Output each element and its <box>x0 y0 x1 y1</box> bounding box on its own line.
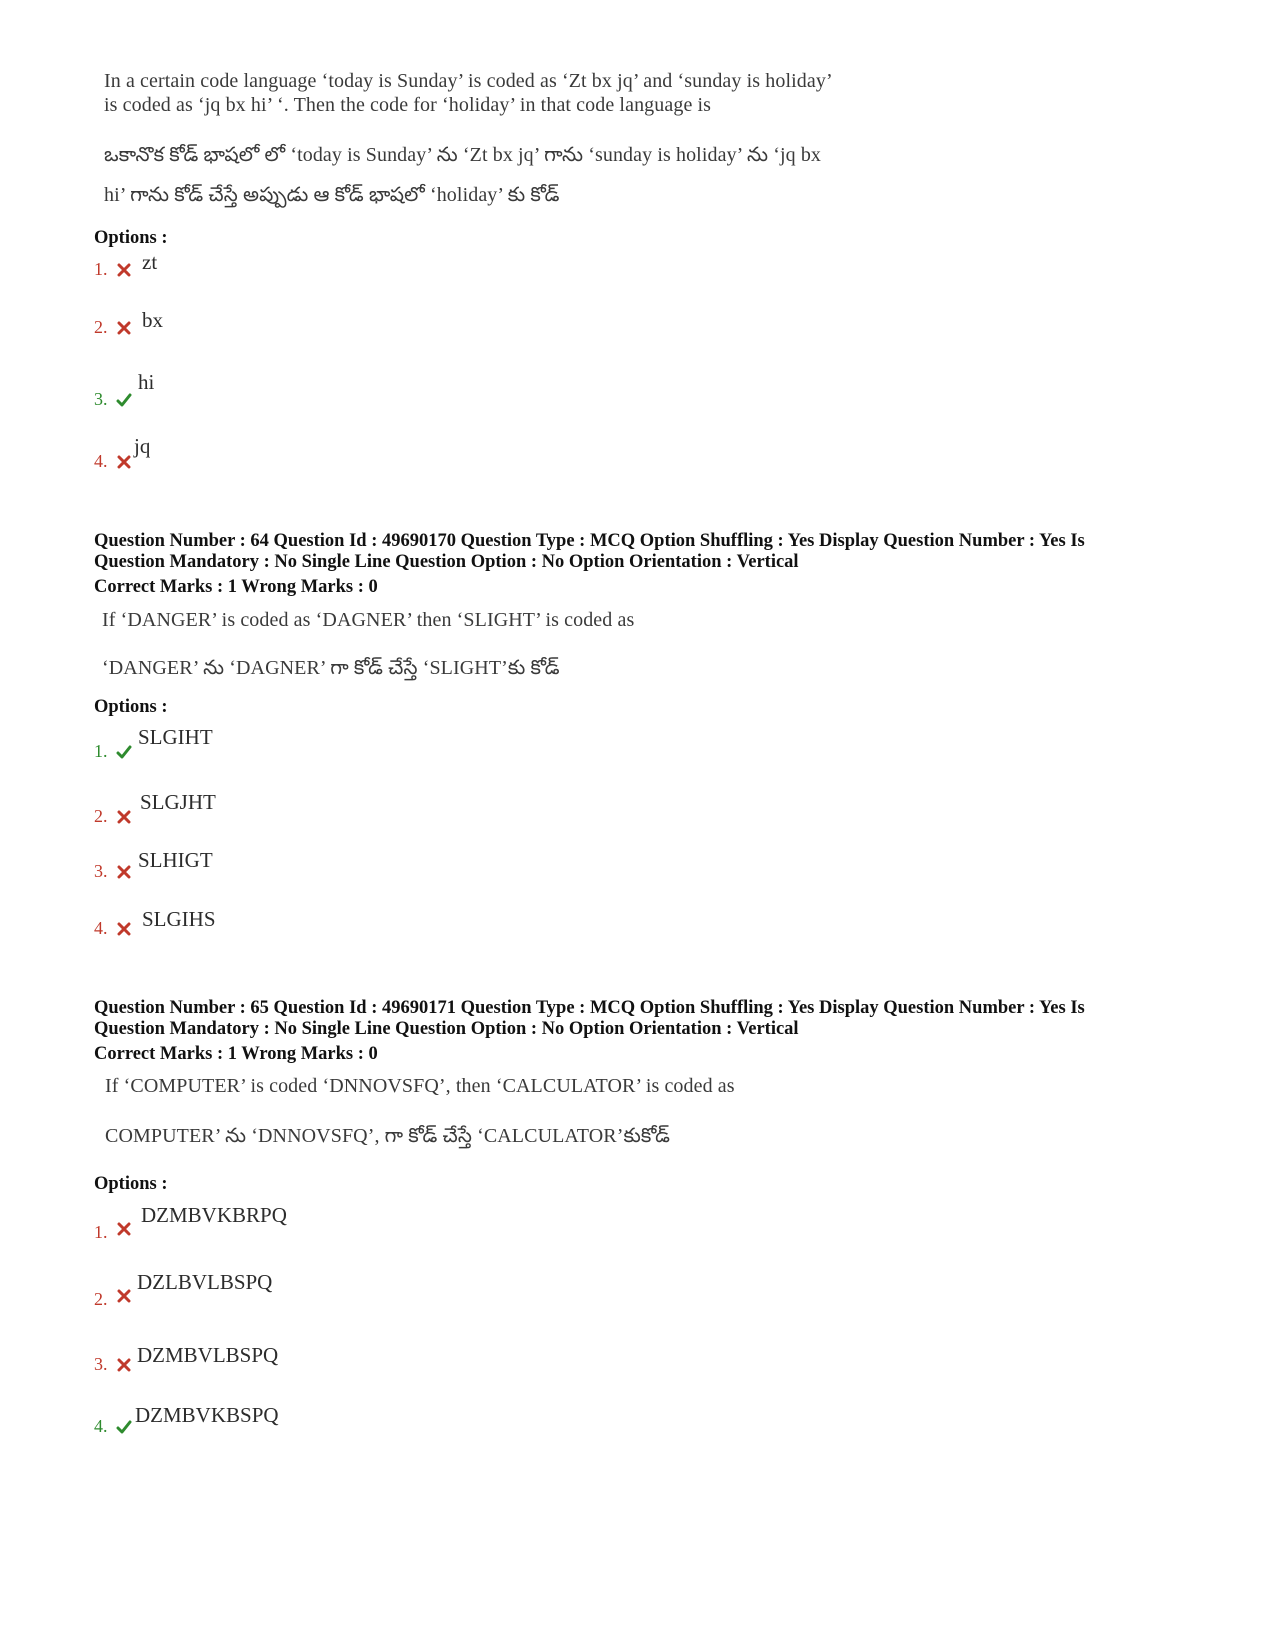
cross-icon <box>116 1221 132 1237</box>
q63-option-2 <box>94 298 494 338</box>
q64-meta-line2: Question Mandatory : No Single Line Question Option : No Option Orientation : Vertical <box>94 552 799 572</box>
cross-icon <box>116 262 132 278</box>
q65-options-label: Options : <box>94 1174 168 1194</box>
check-icon <box>116 1419 132 1435</box>
q64-text-te: ‘DANGER’ ను ‘DAGNER’ గా కోడ్ చేస్తే ‘SLIGHT’కు కోడ్ <box>102 657 560 679</box>
q65-option-2 <box>94 1270 494 1310</box>
option-number: 3. <box>94 1354 108 1374</box>
option-value: DZLBVLBSPQ <box>137 1270 273 1294</box>
option-value: SLGJHT <box>140 790 216 814</box>
q65-meta-line2: Question Mandatory : No Single Line Question Option : No Option Orientation : Vertical <box>94 1019 799 1039</box>
q65-marks: Correct Marks : 1 Wrong Marks : 0 <box>94 1044 378 1064</box>
cross-icon <box>116 454 132 470</box>
option-value: hi <box>138 370 155 394</box>
q65-meta-line1: Question Number : 65 Question Id : 49690171 Question Type : MCQ Option Shuffling : Yes Display Question Number : Yes Is <box>94 998 1085 1018</box>
check-icon <box>116 392 132 408</box>
q64-option-1 <box>94 722 494 762</box>
cross-icon <box>116 921 132 937</box>
q63-option-4 <box>94 432 494 472</box>
q65-text-en: If ‘COMPUTER’ is coded ‘DNNOVSFQ’, then ‘CALCULATOR’ is coded as <box>105 1075 735 1097</box>
q63-text-te-line2: hi’ గాను కోడ్ చేస్తే అప్పుడు ఆ కోడ్ భాషలో ‘holiday’ కు కోడ్ <box>104 184 560 206</box>
option-number: 2. <box>94 317 108 337</box>
q65-text-te: COMPUTER’ ను ‘DNNOVSFQ’, గా కోడ్ చేస్తే ‘CALCULATOR’కుకోడ్ <box>105 1125 671 1147</box>
q64-option-3 <box>94 842 494 882</box>
q63-text-en-line2: is coded as ‘jq bx hi’ ‘. Then the code for ‘holiday’ in that code language is <box>104 94 712 116</box>
cross-icon <box>116 864 132 880</box>
cross-icon <box>116 1288 132 1304</box>
q64-marks: Correct Marks : 1 Wrong Marks : 0 <box>94 577 378 597</box>
option-value: SLGIHT <box>138 725 213 749</box>
q63-text-en-line1: In a certain code language ‘today is Sunday’ is coded as ‘Zt bx jq’ and ‘sunday is holiday’ <box>104 70 833 92</box>
option-number: 3. <box>94 389 108 409</box>
option-number: 4. <box>94 1416 108 1436</box>
q65-option-3 <box>94 1335 494 1375</box>
option-number: 3. <box>94 861 108 881</box>
option-value: SLHIGT <box>138 848 213 872</box>
q63-option-1 <box>94 240 494 280</box>
option-number: 1. <box>94 1222 108 1242</box>
q63-option-3 <box>94 370 494 410</box>
option-number: 2. <box>94 806 108 826</box>
option-value: SLGIHS <box>142 907 216 931</box>
option-value: jq <box>134 434 151 458</box>
q64-option-4 <box>94 899 494 939</box>
option-number: 1. <box>94 259 108 279</box>
option-number: 4. <box>94 451 108 471</box>
option-value: DZMBVKBSPQ <box>135 1403 279 1427</box>
q63-text-te-line1: ఒకానొక కోడ్ భాషలో లో ‘today is Sunday’ ను ‘Zt bx jq’ గాను ‘sunday is holiday’ ను ‘jq bx <box>104 144 822 166</box>
option-value: DZMBVLBSPQ <box>137 1343 279 1367</box>
q64-option-2 <box>94 787 494 827</box>
cross-icon <box>116 1357 132 1373</box>
q63-options-label: Options : <box>94 228 168 248</box>
q65-option-4 <box>94 1397 494 1437</box>
check-icon <box>116 744 132 760</box>
q64-meta-line1: Question Number : 64 Question Id : 49690170 Question Type : MCQ Option Shuffling : Yes Display Question Number : Yes Is <box>94 531 1085 551</box>
cross-icon <box>116 809 132 825</box>
q64-text-en: If ‘DANGER’ is coded as ‘DAGNER’ then ‘SLIGHT’ is coded as <box>102 609 635 631</box>
q64-options-label: Options : <box>94 697 168 717</box>
option-number: 1. <box>94 741 108 761</box>
option-value: bx <box>142 308 163 332</box>
q65-option-1 <box>94 1203 494 1243</box>
option-number: 2. <box>94 1289 108 1309</box>
option-number: 4. <box>94 918 108 938</box>
cross-icon <box>116 320 132 336</box>
option-value: zt <box>142 250 158 274</box>
option-value: DZMBVKBRPQ <box>141 1203 287 1227</box>
